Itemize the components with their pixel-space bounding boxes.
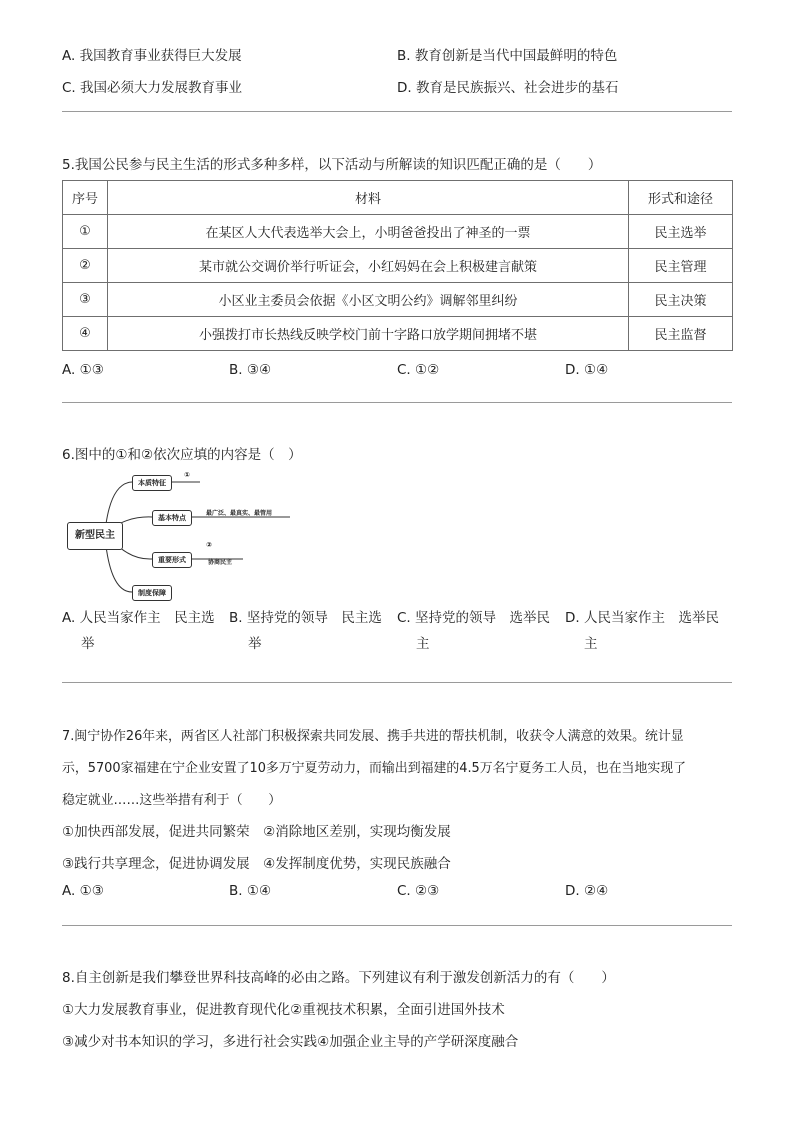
- table-cell: 小强拨打市长热线反映学校门前十字路口放学期间拥堵不堪: [108, 317, 629, 351]
- q6-option-c[interactable]: C. 坚持党的领导 选举民 主: [397, 610, 551, 652]
- table-cell: 民主选举: [629, 215, 733, 249]
- q5-table: [62, 180, 733, 351]
- q8-stem: 8.自主创新是我们攀登世界科技高峰的必由之路。下列建议有利于激发创新活力的有（ ）: [62, 970, 615, 986]
- q6-option-d[interactable]: D. 人民当家作主 选举民 主: [565, 610, 719, 652]
- q7-stem-line: 7.闽宁协作26年来，两省区人社部门积极探索共同发展、携手共进的帮扶机制，收获令人满意的效果。统计显: [62, 729, 684, 744]
- q7-item: ③践行共享理念，促进协调发展 ④发挥制度优势，实现民族融合: [62, 856, 451, 872]
- q8-item: ①大力发展教育事业，促进教育现代化②重视技术积累，全面引进国外技术: [62, 1002, 505, 1018]
- divider: [62, 111, 732, 112]
- table-header-cell: 形式和途径: [629, 181, 733, 215]
- table-row: [63, 283, 733, 317]
- q8-item: ③减少对书本知识的学习，多进行社会实践④加强企业主导的产学研深度融合: [62, 1034, 519, 1050]
- q7-option-d[interactable]: D. ②④: [565, 883, 609, 899]
- table-cell: 某市就公交调价举行听证会，小红妈妈在会上积极建言献策: [108, 249, 629, 283]
- mindmap-center: 新型民主: [67, 522, 123, 550]
- table-header-cell: 材料: [108, 181, 629, 215]
- q6-option-b[interactable]: B. 坚持党的领导 民主选 举: [229, 610, 382, 652]
- table-row: [63, 317, 733, 351]
- divider: [62, 925, 732, 926]
- table-header-cell: 序号: [63, 181, 108, 215]
- table-cell: ②: [63, 249, 108, 283]
- q7-item: ①加快西部发展，促进共同繁荣 ②消除地区差别，实现均衡发展: [62, 824, 451, 840]
- mindmap-marker-1: ①: [184, 471, 190, 479]
- q5-option-a[interactable]: A. ①③: [62, 362, 104, 378]
- mindmap-consult-text: 协商民主: [208, 559, 233, 566]
- q7-stem-line: 示，5700家福建在宁企业安置了10多万宁夏劳动力，而输出到福建的4.5万名宁夏务工人员，也在当地实现了: [62, 761, 687, 776]
- q4-option-c[interactable]: C. 我国必须大力发展教育事业: [62, 80, 243, 96]
- q7-option-a[interactable]: A. ①③: [62, 883, 104, 899]
- table-cell: 在某区人大代表选举大会上，小明爸爸投出了神圣的一票: [108, 215, 629, 249]
- q4-option-a[interactable]: A. 我国教育事业获得巨大发展: [62, 48, 242, 64]
- q6-option-a[interactable]: A. 人民当家作主 民主选 举: [62, 610, 215, 652]
- q7-option-c[interactable]: C. ②③: [397, 883, 440, 899]
- mindmap-branch-forms: 重要形式: [152, 552, 192, 568]
- q5-stem: 5.我国公民参与民主生活的形式多种多样，以下活动与所解读的知识匹配正确的是（ ）: [62, 157, 602, 173]
- q6-stem: 6.图中的①和②依次应填的内容是（ ）: [62, 447, 302, 463]
- q5-option-d[interactable]: D. ①④: [565, 362, 609, 378]
- mindmap-branch-guarantee: 制度保障: [132, 585, 172, 601]
- table-cell: ④: [63, 317, 108, 351]
- table-cell: 民主决策: [629, 283, 733, 317]
- divider: [62, 402, 732, 403]
- mindmap-marker-2: ②: [206, 541, 212, 549]
- table-row: [63, 215, 733, 249]
- mindmap-features-text: 最广泛、最真实、最管用: [206, 510, 273, 517]
- q4-option-b[interactable]: B. 教育创新是当代中国最鲜明的特色: [397, 48, 618, 64]
- q7-stem-line: 稳定就业……这些举措有利于（ ）: [62, 793, 282, 808]
- table-header-row: [63, 181, 733, 215]
- table-cell: ①: [63, 215, 108, 249]
- q5-option-b[interactable]: B. ③④: [229, 362, 272, 378]
- table-cell: 小区业主委员会依据《小区文明公约》调解邻里纠纷: [108, 283, 629, 317]
- table-cell: 民主监督: [629, 317, 733, 351]
- table-cell: 民主管理: [629, 249, 733, 283]
- divider: [62, 682, 732, 683]
- q5-option-c[interactable]: C. ①②: [397, 362, 440, 378]
- table-cell: ③: [63, 283, 108, 317]
- q7-option-b[interactable]: B. ①④: [229, 883, 272, 899]
- table-row: [63, 249, 733, 283]
- mindmap-branch-essence: 本质特征: [132, 475, 172, 491]
- mindmap-branch-features: 基本特点: [152, 510, 192, 526]
- q4-option-d[interactable]: D. 教育是民族振兴、社会进步的基石: [397, 80, 619, 96]
